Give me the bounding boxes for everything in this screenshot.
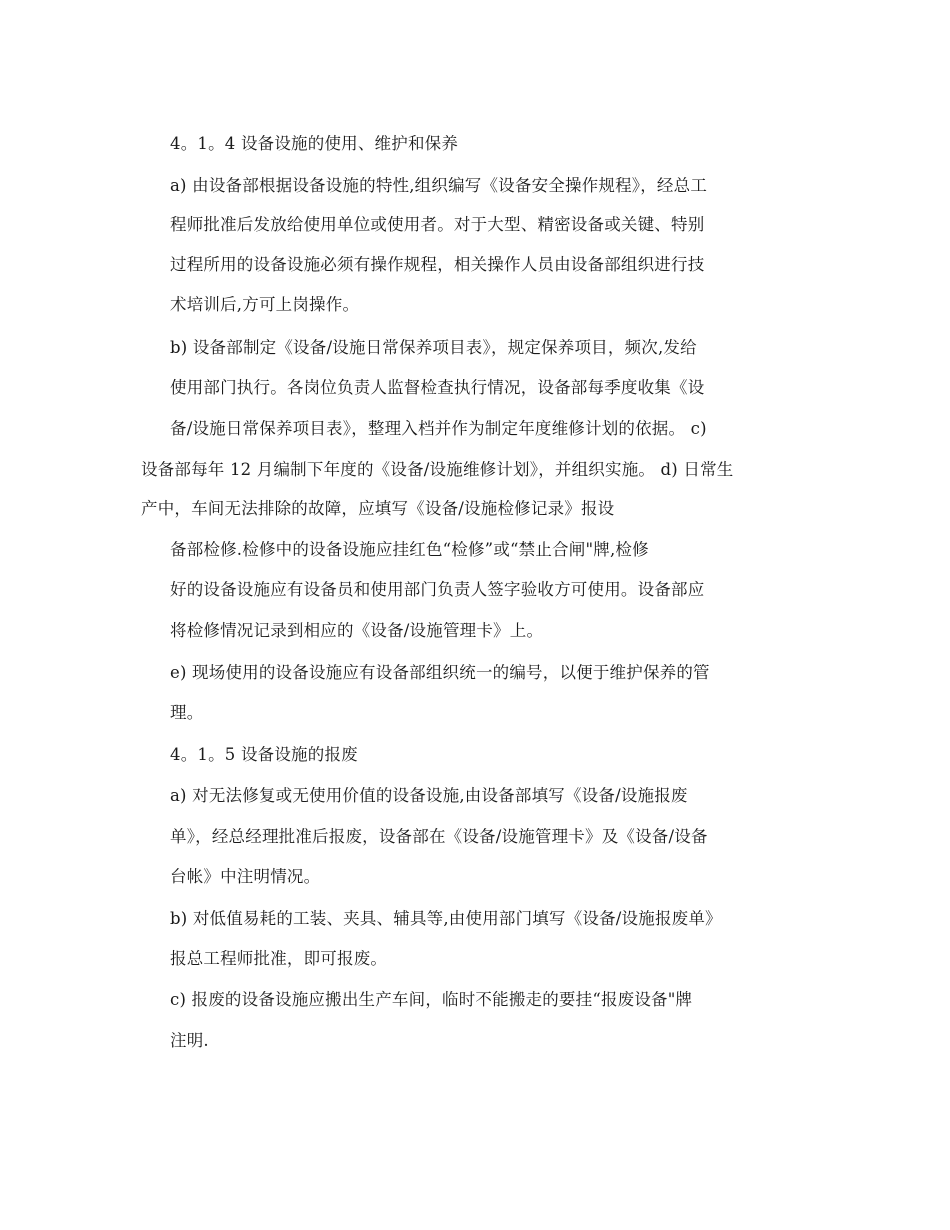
- paragraph-line: a) 对无法修复或无使用价值的设备设施,由设备部填写《设备/设施报废: [170, 786, 688, 805]
- paragraph-line: 报总工程师批准，即可报废。: [170, 949, 388, 968]
- paragraph-line: 使用部门执行。各岗位负责人监督检查执行情况，设备部每季度收集《设: [170, 378, 705, 397]
- paragraph-line: 单》，经总经理批准后报废，设备部在《设备/设施管理卡》及《设备/设备: [170, 827, 708, 846]
- paragraph-line: 备/设施日常保养项目表》，整理入档并作为制定年度维修计划的依据。 c): [170, 419, 707, 438]
- paragraph-line: c) 报废的设备设施应搬出生产车间，临时不能搬走的要挂“报废设备"牌: [170, 990, 693, 1009]
- paragraph-line: 好的设备设施应有设备员和使用部门负责人签字验收方可使用。设备部应: [170, 580, 705, 599]
- paragraph-line: 设备部每年 12 月编制下年度的《设备/设施维修计划》，并组织实施。 d) 日常生: [141, 460, 734, 479]
- paragraph-line: e) 现场使用的设备设施应有设备部组织统一的编号，以便于维护保养的管: [170, 663, 710, 682]
- paragraph-line: 术培训后,方可上岗操作。: [170, 295, 360, 314]
- section-heading-4-1-4: 4。1。4 设备设施的使用、维护和保养: [170, 134, 459, 153]
- paragraph-line: b) 对低值易耗的工装、夹具、辅具等,由使用部门填写《设备/设施报废单》: [170, 909, 722, 928]
- section-heading-4-1-5: 4。1。5 设备设施的报废: [170, 745, 358, 764]
- paragraph-line: b) 设备部制定《设备/设施日常保养项目表》，规定保养项目，频次,发给: [170, 338, 697, 357]
- paragraph-line: 理。: [170, 703, 204, 722]
- paragraph-line: 将检修情况记录到相应的《设备/设施管理卡》上。: [170, 621, 544, 640]
- paragraph-line: 台帐》中注明情况。: [170, 867, 321, 886]
- paragraph-line: 过程所用的设备设施必须有操作规程，相关操作人员由设备部组织进行技: [170, 255, 705, 274]
- paragraph-line: 注明.: [170, 1031, 209, 1050]
- paragraph-line: a) 由设备部根据设备设施的特性,组织编写《设备安全操作规程》，经总工: [170, 176, 708, 195]
- paragraph-line: 产中，车间无法排除的故障，应填写《设备/设施检修记录》报设: [141, 499, 615, 518]
- paragraph-line: 备部检修.检修中的设备设施应挂红色“检修”或“禁止合闸"牌,检修: [170, 540, 649, 559]
- paragraph-line: 程师批准后发放给使用单位或使用者。对于大型、精密设备或关键、特别: [170, 215, 705, 234]
